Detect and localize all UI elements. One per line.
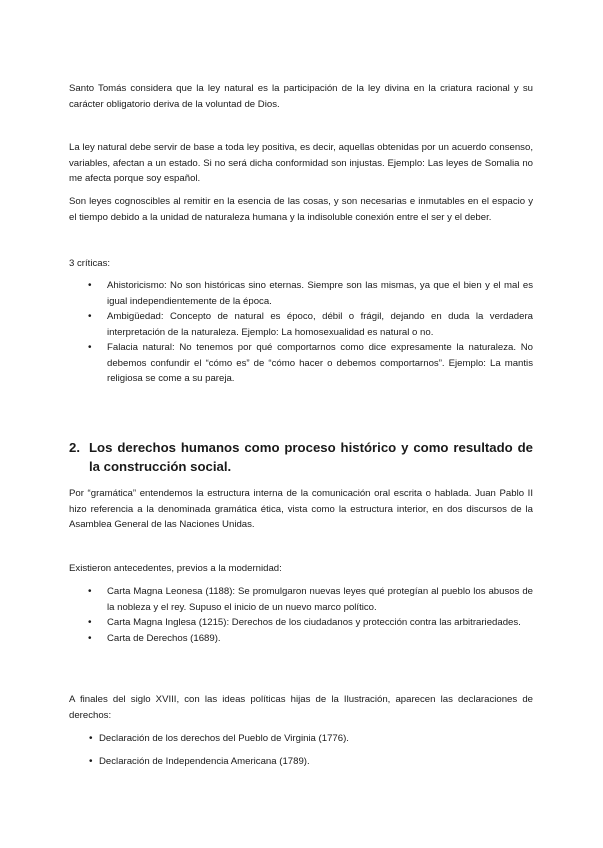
bullet-icon: •: [88, 632, 92, 644]
list-item-text: Declaración de Independencia Americana (1789).: [99, 755, 310, 767]
list-item: [69, 631, 533, 647]
antecedentes-list: [69, 584, 533, 646]
list-item: [69, 754, 533, 770]
list-item: [69, 309, 533, 340]
list-item-text: Carta Magna Inglesa (1215): Derechos de los ciudadanos y protección contra las arbitrariedades.: [107, 617, 521, 628]
criticas-list: [69, 278, 533, 387]
list-item-text: Declaración de los derechos del Pueblo de Virginia (1776).: [99, 733, 349, 744]
bullet-icon: •: [88, 586, 92, 597]
criticas-label: 3 críticas:: [69, 258, 111, 269]
paragraph-santo-tomas: Santo Tomás considera que la ley natural es la participación de la ley divina en la criatura racional y su carácter obligatorio deriva de la voluntad de Dios.: [69, 83, 533, 110]
paragraph-leyes-cognoscibles: Son leyes cognoscibles al remitir en la esencia de las cosas, y son necesarias e inmutables en el espacio y el tiempo debido a la unidad de naturaleza humana y la indisoluble conexión entre el ser y el deber.: [69, 196, 533, 223]
list-item-text: Ahistoricismo: No son históricas sino eternas. Siempre son las mismas, ya que el bien y el mal es igual independientemente de la época.: [107, 280, 533, 307]
declaraciones-list: [69, 731, 533, 769]
antecedentes-label: Existieron antecedentes, previos a la modernidad:: [69, 563, 282, 574]
section-number: 2.: [69, 440, 80, 455]
paragraph-siglo-xviii: A finales del siglo XVIII, con las ideas políticas hijas de la Ilustración, aparecen las declaraciones de derechos:: [69, 694, 533, 721]
section-title: Los derechos humanos como proceso histórico y como resultado de la construcción social.: [89, 440, 533, 474]
bullet-icon: •: [88, 342, 92, 353]
bullet-icon: •: [88, 617, 92, 628]
list-item-text: Carta de Derechos (1689).: [107, 632, 221, 644]
bullet-icon: •: [89, 733, 93, 744]
bullet-icon: •: [88, 280, 92, 291]
list-item: [69, 278, 533, 309]
bullet-icon: •: [88, 311, 92, 322]
list-item: [69, 584, 533, 615]
list-item-text: Ambigüedad: Concepto de natural es époco, débil o frágil, dejando en duda la verdadera interpretación de la naturaleza. Ejemplo: La homosexualidad es natural o no.: [107, 311, 533, 338]
list-item-text: Falacia natural: No tenemos por qué comportarnos como dice expresamente la naturaleza. No debemos confundir el “cómo es” de “cómo hacer o debemos comportarnos”. Ejemplo: La mantis religiosa se come a su pareja.: [107, 342, 533, 384]
list-item: [69, 615, 533, 631]
paragraph-ley-natural: La ley natural debe servir de base a toda ley positiva, es decir, aquellas obtenidas por un acuerdo consenso, variables, afectan a un estado. Si no será dicha conformidad son injustas. Ejemplo: Las leyes de Somalia no me afecta porque soy español.: [69, 142, 533, 184]
paragraph-gramatica: Por “gramática” entendemos la estructura interna de la comunicación oral escrita o hablada. Juan Pablo II hizo referencia a la denominada gramática ética, vista como la estructura interior, en dos discursos de la Asamblea General de las Naciones Unidas.: [69, 488, 533, 530]
list-item-text: Carta Magna Leonesa (1188): Se promulgaron nuevas leyes qué protegían al pueblo los abusos de la nobleza y el rey. Supuso el inicio de un nuevo marco político.: [107, 586, 533, 613]
list-item: [69, 340, 533, 387]
list-item: [69, 731, 533, 747]
section-heading: [69, 439, 533, 476]
bullet-icon: •: [89, 755, 93, 767]
